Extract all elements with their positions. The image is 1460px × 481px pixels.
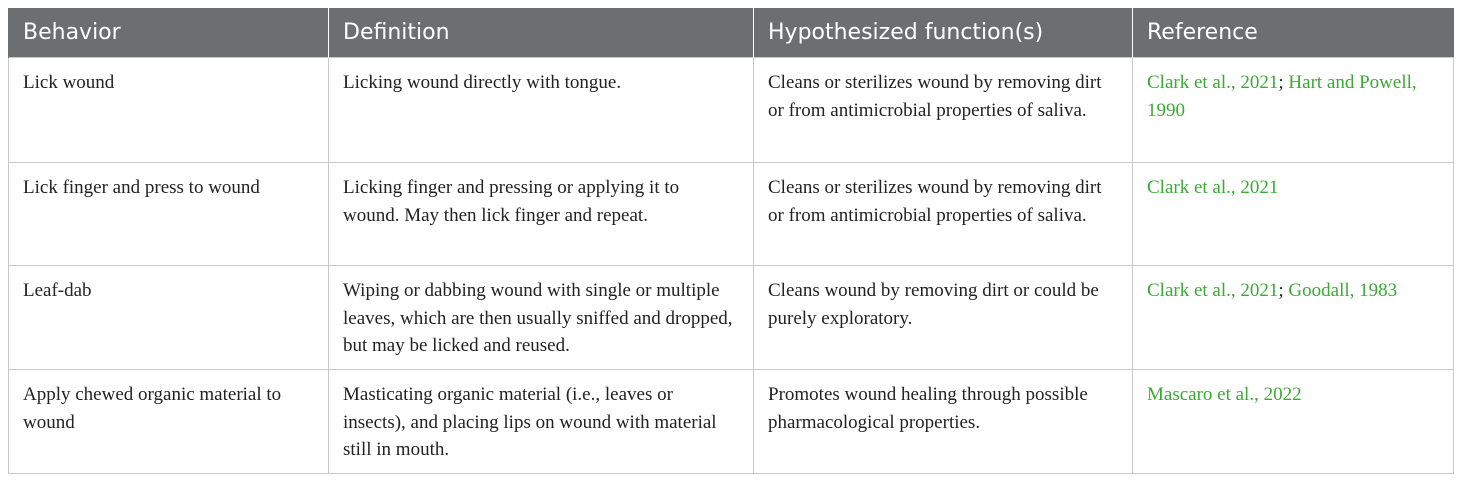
table-row — [9, 266, 1454, 370]
reference-link[interactable]: Goodall, 1983 — [1288, 280, 1398, 301]
cell-behavior: Lick finger and press to wound — [9, 163, 329, 266]
cell-function: Cleans or sterilizes wound by removing dirt or from antimicrobial properties of saliva. — [754, 58, 1133, 163]
cell-function: Cleans or sterilizes wound by removing dirt or from antimicrobial properties of saliva. — [754, 163, 1133, 266]
reference-separator: ; — [1278, 280, 1284, 301]
header-function: Hypothesized function(s) — [754, 8, 1133, 58]
cell-reference — [1133, 266, 1454, 370]
reference-link[interactable]: Clark et al., 2021 — [1147, 177, 1279, 198]
header-reference: Reference — [1133, 8, 1454, 58]
table-header-row — [9, 8, 1454, 58]
reference-separator: ; — [1278, 72, 1284, 93]
reference-link[interactable]: Mascaro et al., 2022 — [1147, 384, 1302, 405]
table-container — [8, 8, 1453, 474]
table-row — [9, 58, 1454, 163]
reference-link[interactable]: Clark et al., 2021 — [1147, 280, 1279, 301]
cell-behavior: Lick wound — [9, 58, 329, 163]
header-definition: Definition — [329, 8, 754, 58]
cell-behavior: Apply chewed organic material to wound — [9, 370, 329, 474]
table-row — [9, 163, 1454, 266]
cell-reference — [1133, 58, 1454, 163]
cell-definition: Licking finger and pressing or applying it to wound. May then lick finger and repeat. — [329, 163, 754, 266]
cell-reference — [1133, 370, 1454, 474]
cell-definition: Wiping or dabbing wound with single or multiple leaves, which are then usually sniffed and dropped, but may be licked and reused. — [329, 266, 754, 370]
cell-behavior: Leaf-dab — [9, 266, 329, 370]
header-behavior: Behavior — [9, 8, 329, 58]
reference-link[interactable]: Clark et al., 2021 — [1147, 72, 1279, 93]
cell-function: Promotes wound healing through possible pharmacological properties. — [754, 370, 1133, 474]
cell-function: Cleans wound by removing dirt or could be purely exploratory. — [754, 266, 1133, 370]
behavior-table — [8, 8, 1454, 474]
reference-link[interactable]: Hart and Powell, 1990 — [1147, 72, 1417, 121]
cell-reference — [1133, 163, 1454, 266]
cell-definition: Masticating organic material (i.e., leaves or insects), and placing lips on wound with material still in mouth. — [329, 370, 754, 474]
table-row — [9, 370, 1454, 474]
cell-definition: Licking wound directly with tongue. — [329, 58, 754, 163]
